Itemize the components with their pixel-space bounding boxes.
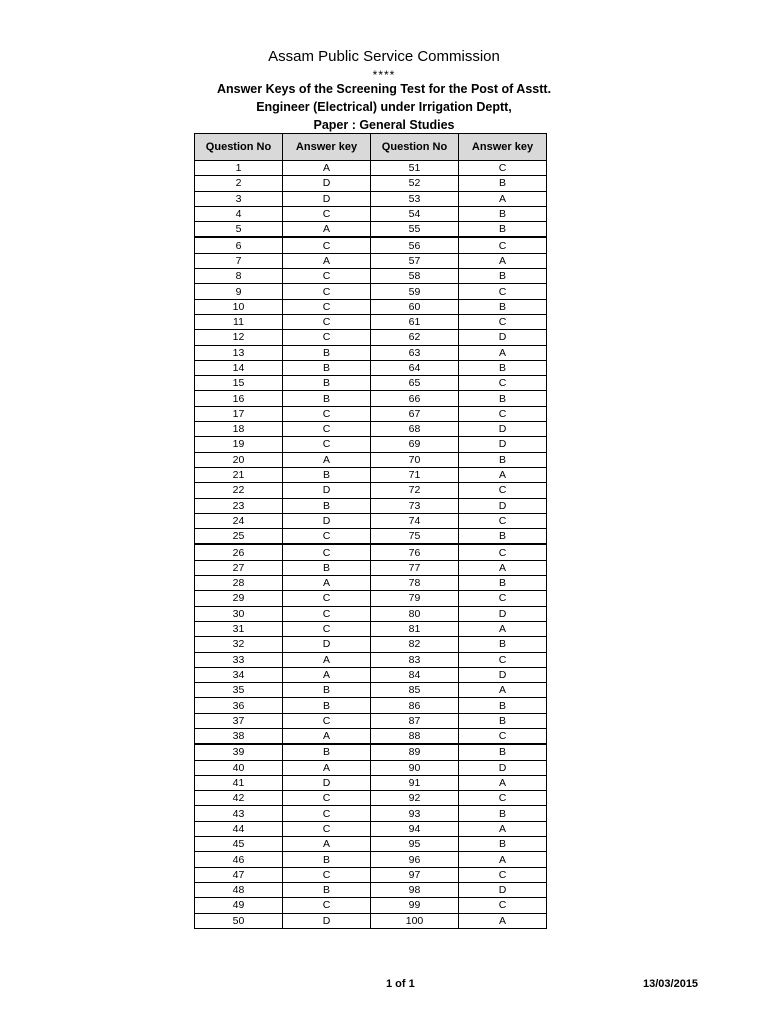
answer-key-cell: D <box>459 882 547 897</box>
column-header-answer-key-1: Answer key <box>283 134 371 161</box>
table-row <box>195 330 547 345</box>
answer-key-cell: B <box>283 345 371 360</box>
answer-key-cell: B <box>459 391 547 406</box>
table-header-row <box>195 134 547 161</box>
question-no-cell: 58 <box>371 269 459 284</box>
question-no-cell: 94 <box>371 821 459 836</box>
question-no-cell: 75 <box>371 529 459 545</box>
organization-title: Assam Public Service Commission <box>268 48 500 65</box>
answer-key-cell: D <box>283 775 371 790</box>
question-no-cell: 68 <box>371 422 459 437</box>
question-no-cell: 100 <box>371 913 459 928</box>
question-no-cell: 46 <box>195 852 283 867</box>
question-no-cell: 95 <box>371 837 459 852</box>
answer-key-cell: C <box>283 284 371 299</box>
answer-key-cell: A <box>283 161 371 176</box>
table-row <box>195 775 547 790</box>
question-no-cell: 61 <box>371 314 459 329</box>
page-number: 1 of 1 <box>386 978 415 990</box>
question-no-cell: 97 <box>371 867 459 882</box>
answer-key-cell: B <box>283 376 371 391</box>
question-no-cell: 62 <box>371 330 459 345</box>
table-row <box>195 806 547 821</box>
question-no-cell: 83 <box>371 652 459 667</box>
answer-key-cell: A <box>283 253 371 268</box>
answer-key-cell: C <box>459 728 547 744</box>
answer-key-cell: C <box>283 621 371 636</box>
table-row <box>195 637 547 652</box>
table-row <box>195 161 547 176</box>
answer-key-cell: B <box>459 222 547 238</box>
table-row <box>195 713 547 728</box>
question-no-cell: 85 <box>371 683 459 698</box>
answer-key-cell: B <box>459 176 547 191</box>
table-row <box>195 744 547 760</box>
table-row <box>195 269 547 284</box>
question-no-cell: 20 <box>195 452 283 467</box>
question-no-cell: 87 <box>371 713 459 728</box>
answer-key-cell: B <box>283 852 371 867</box>
question-no-cell: 86 <box>371 698 459 713</box>
answer-key-cell: B <box>459 713 547 728</box>
table-row <box>195 376 547 391</box>
question-no-cell: 1 <box>195 161 283 176</box>
answer-key-cell: C <box>459 898 547 913</box>
table-row <box>195 391 547 406</box>
answer-key-cell: C <box>283 529 371 545</box>
answer-key-cell: C <box>459 237 547 253</box>
question-no-cell: 91 <box>371 775 459 790</box>
question-no-cell: 92 <box>371 791 459 806</box>
answer-key-cell: C <box>459 314 547 329</box>
question-no-cell: 36 <box>195 698 283 713</box>
answer-key-cell: B <box>459 452 547 467</box>
column-header-answer-key-2: Answer key <box>459 134 547 161</box>
question-no-cell: 27 <box>195 560 283 575</box>
question-no-cell: 99 <box>371 898 459 913</box>
answer-key-cell: A <box>283 667 371 682</box>
question-no-cell: 76 <box>371 544 459 560</box>
question-no-cell: 25 <box>195 529 283 545</box>
answer-key-cell: C <box>283 299 371 314</box>
table-row <box>195 760 547 775</box>
answer-key-cell: A <box>459 913 547 928</box>
question-no-cell: 23 <box>195 498 283 513</box>
table-row <box>195 821 547 836</box>
question-no-cell: 93 <box>371 806 459 821</box>
answer-key-cell: C <box>459 483 547 498</box>
table-row <box>195 406 547 421</box>
question-no-cell: 88 <box>371 728 459 744</box>
question-no-cell: 96 <box>371 852 459 867</box>
answer-key-cell: C <box>283 867 371 882</box>
answer-key-cell: C <box>459 591 547 606</box>
answer-key-cell: A <box>283 728 371 744</box>
answer-key-cell: D <box>459 330 547 345</box>
answer-key-cell: A <box>459 852 547 867</box>
question-no-cell: 98 <box>371 882 459 897</box>
question-no-cell: 4 <box>195 206 283 221</box>
question-no-cell: 5 <box>195 222 283 238</box>
question-no-cell: 59 <box>371 284 459 299</box>
answer-key-cell: D <box>283 913 371 928</box>
question-no-cell: 69 <box>371 437 459 452</box>
answer-key-cell: C <box>459 867 547 882</box>
question-no-cell: 11 <box>195 314 283 329</box>
answer-key-cell: B <box>459 698 547 713</box>
table-row <box>195 284 547 299</box>
answer-key-cell: A <box>283 652 371 667</box>
question-no-cell: 60 <box>371 299 459 314</box>
question-no-cell: 66 <box>371 391 459 406</box>
question-no-cell: 24 <box>195 513 283 528</box>
column-header-question-no-2: Question No <box>371 134 459 161</box>
answer-key-cell: D <box>459 760 547 775</box>
question-no-cell: 54 <box>371 206 459 221</box>
question-no-cell: 16 <box>195 391 283 406</box>
table-row <box>195 560 547 575</box>
question-no-cell: 57 <box>371 253 459 268</box>
table-row <box>195 483 547 498</box>
answer-key-table <box>194 133 547 929</box>
answer-key-cell: A <box>459 345 547 360</box>
answer-key-cell: C <box>459 284 547 299</box>
table-row <box>195 191 547 206</box>
answer-key-cell: C <box>283 606 371 621</box>
answer-key-cell: C <box>283 544 371 560</box>
table-row <box>195 176 547 191</box>
answer-key-cell: C <box>459 513 547 528</box>
table-row <box>195 360 547 375</box>
answer-key-cell: C <box>283 206 371 221</box>
answer-key-cell: B <box>459 299 547 314</box>
table-row <box>195 314 547 329</box>
answer-key-cell: C <box>459 406 547 421</box>
table-row <box>195 621 547 636</box>
paper-title: Paper : General Studies <box>313 118 455 132</box>
question-no-cell: 77 <box>371 560 459 575</box>
question-no-cell: 29 <box>195 591 283 606</box>
table-row <box>195 728 547 744</box>
question-no-cell: 2 <box>195 176 283 191</box>
answer-key-cell: D <box>459 437 547 452</box>
answer-key-cell: B <box>283 744 371 760</box>
answer-key-cell: A <box>459 683 547 698</box>
question-no-cell: 53 <box>371 191 459 206</box>
question-no-cell: 14 <box>195 360 283 375</box>
question-no-cell: 47 <box>195 867 283 882</box>
table-row <box>195 898 547 913</box>
question-no-cell: 38 <box>195 728 283 744</box>
question-no-cell: 90 <box>371 760 459 775</box>
answer-key-cell: C <box>283 806 371 821</box>
question-no-cell: 81 <box>371 621 459 636</box>
question-no-cell: 19 <box>195 437 283 452</box>
answer-key-cell: C <box>283 821 371 836</box>
answer-key-cell: B <box>459 744 547 760</box>
answer-key-cell: B <box>459 360 547 375</box>
answer-key-cell: C <box>459 376 547 391</box>
answer-key-cell: D <box>459 606 547 621</box>
table-row <box>195 513 547 528</box>
answer-key-cell: D <box>459 498 547 513</box>
table-row <box>195 667 547 682</box>
answer-key-cell: B <box>283 560 371 575</box>
question-no-cell: 49 <box>195 898 283 913</box>
answer-key-cell: B <box>283 882 371 897</box>
answer-key-cell: C <box>459 652 547 667</box>
answer-key-cell: B <box>459 806 547 821</box>
table-row <box>195 222 547 238</box>
question-no-cell: 48 <box>195 882 283 897</box>
question-no-cell: 7 <box>195 253 283 268</box>
question-no-cell: 3 <box>195 191 283 206</box>
question-no-cell: 31 <box>195 621 283 636</box>
question-no-cell: 70 <box>371 452 459 467</box>
question-no-cell: 56 <box>371 237 459 253</box>
table-row <box>195 576 547 591</box>
question-no-cell: 67 <box>371 406 459 421</box>
question-no-cell: 50 <box>195 913 283 928</box>
answer-key-cell: A <box>283 576 371 591</box>
answer-key-cell: D <box>283 176 371 191</box>
answer-key-cell: A <box>459 560 547 575</box>
question-no-cell: 21 <box>195 467 283 482</box>
answer-key-cell: C <box>283 437 371 452</box>
question-no-cell: 65 <box>371 376 459 391</box>
document-subtitle-line-2: Engineer (Electrical) under Irrigation Deptt, <box>256 100 512 114</box>
table-row <box>195 591 547 606</box>
question-no-cell: 72 <box>371 483 459 498</box>
table-row <box>195 345 547 360</box>
answer-key-cell: B <box>459 576 547 591</box>
table-row <box>195 606 547 621</box>
question-no-cell: 22 <box>195 483 283 498</box>
table-row <box>195 529 547 545</box>
table-row <box>195 437 547 452</box>
table-row <box>195 206 547 221</box>
answer-key-cell: B <box>283 467 371 482</box>
document-date: 13/03/2015 <box>643 978 699 990</box>
question-no-cell: 52 <box>371 176 459 191</box>
answer-key-cell: B <box>283 360 371 375</box>
answer-key-cell: D <box>283 483 371 498</box>
answer-key-cell: A <box>283 837 371 852</box>
question-no-cell: 9 <box>195 284 283 299</box>
table-row <box>195 237 547 253</box>
answer-key-cell: C <box>283 406 371 421</box>
answer-key-cell: C <box>283 791 371 806</box>
answer-key-cell: B <box>459 637 547 652</box>
answer-key-cell: A <box>459 775 547 790</box>
table-row <box>195 791 547 806</box>
question-no-cell: 73 <box>371 498 459 513</box>
question-no-cell: 82 <box>371 637 459 652</box>
table-row <box>195 544 547 560</box>
answer-key-cell: B <box>459 837 547 852</box>
question-no-cell: 71 <box>371 467 459 482</box>
question-no-cell: 33 <box>195 652 283 667</box>
answer-key-cell: C <box>283 330 371 345</box>
table-row <box>195 837 547 852</box>
question-no-cell: 43 <box>195 806 283 821</box>
column-header-question-no-1: Question No <box>195 134 283 161</box>
answer-key-cell: C <box>283 314 371 329</box>
question-no-cell: 30 <box>195 606 283 621</box>
question-no-cell: 17 <box>195 406 283 421</box>
table-row <box>195 882 547 897</box>
answer-key-cell: D <box>283 637 371 652</box>
answer-key-cell: C <box>283 269 371 284</box>
question-no-cell: 42 <box>195 791 283 806</box>
answer-key-cell: A <box>459 467 547 482</box>
question-no-cell: 32 <box>195 637 283 652</box>
table-row <box>195 683 547 698</box>
answer-key-cell: C <box>459 544 547 560</box>
answer-key-cell: B <box>283 698 371 713</box>
answer-key-cell: B <box>283 683 371 698</box>
table-row <box>195 852 547 867</box>
question-no-cell: 40 <box>195 760 283 775</box>
question-no-cell: 78 <box>371 576 459 591</box>
answer-key-cell: B <box>459 269 547 284</box>
answer-key-cell: A <box>283 760 371 775</box>
question-no-cell: 15 <box>195 376 283 391</box>
table-row <box>195 698 547 713</box>
answer-key-cell: B <box>283 391 371 406</box>
question-no-cell: 51 <box>371 161 459 176</box>
answer-key-cell: A <box>459 253 547 268</box>
table-row <box>195 253 547 268</box>
answer-key-cell: C <box>283 591 371 606</box>
question-no-cell: 64 <box>371 360 459 375</box>
question-no-cell: 44 <box>195 821 283 836</box>
answer-key-cell: C <box>459 791 547 806</box>
question-no-cell: 28 <box>195 576 283 591</box>
question-no-cell: 39 <box>195 744 283 760</box>
answer-key-cell: A <box>459 821 547 836</box>
question-no-cell: 79 <box>371 591 459 606</box>
question-no-cell: 12 <box>195 330 283 345</box>
table-row <box>195 422 547 437</box>
question-no-cell: 89 <box>371 744 459 760</box>
answer-key-cell: D <box>283 513 371 528</box>
answer-key-cell: C <box>283 237 371 253</box>
answer-key-cell: D <box>459 667 547 682</box>
question-no-cell: 35 <box>195 683 283 698</box>
table-row <box>195 498 547 513</box>
answer-key-cell: A <box>459 621 547 636</box>
answer-key-cell: A <box>283 222 371 238</box>
table-row <box>195 867 547 882</box>
answer-key-cell: B <box>459 529 547 545</box>
question-no-cell: 6 <box>195 237 283 253</box>
answer-key-cell: D <box>459 422 547 437</box>
answer-key-cell: C <box>283 422 371 437</box>
table-row <box>195 299 547 314</box>
answer-key-cell: D <box>283 191 371 206</box>
question-no-cell: 37 <box>195 713 283 728</box>
title-separator: **** <box>372 68 396 82</box>
answer-key-cell: A <box>459 191 547 206</box>
answer-key-cell: B <box>283 498 371 513</box>
answer-key-cell: C <box>283 713 371 728</box>
question-no-cell: 74 <box>371 513 459 528</box>
question-no-cell: 45 <box>195 837 283 852</box>
question-no-cell: 84 <box>371 667 459 682</box>
question-no-cell: 8 <box>195 269 283 284</box>
answer-key-cell: A <box>283 452 371 467</box>
table-row <box>195 652 547 667</box>
answer-key-cell: C <box>459 161 547 176</box>
question-no-cell: 26 <box>195 544 283 560</box>
document-subtitle-line-1: Answer Keys of the Screening Test for the Post of Asstt. <box>216 82 552 96</box>
question-no-cell: 13 <box>195 345 283 360</box>
question-no-cell: 41 <box>195 775 283 790</box>
table-row <box>195 913 547 928</box>
question-no-cell: 63 <box>371 345 459 360</box>
question-no-cell: 10 <box>195 299 283 314</box>
question-no-cell: 55 <box>371 222 459 238</box>
table-row <box>195 467 547 482</box>
answer-key-cell: C <box>283 898 371 913</box>
answer-key-cell: B <box>459 206 547 221</box>
table-row <box>195 452 547 467</box>
question-no-cell: 18 <box>195 422 283 437</box>
question-no-cell: 34 <box>195 667 283 682</box>
question-no-cell: 80 <box>371 606 459 621</box>
